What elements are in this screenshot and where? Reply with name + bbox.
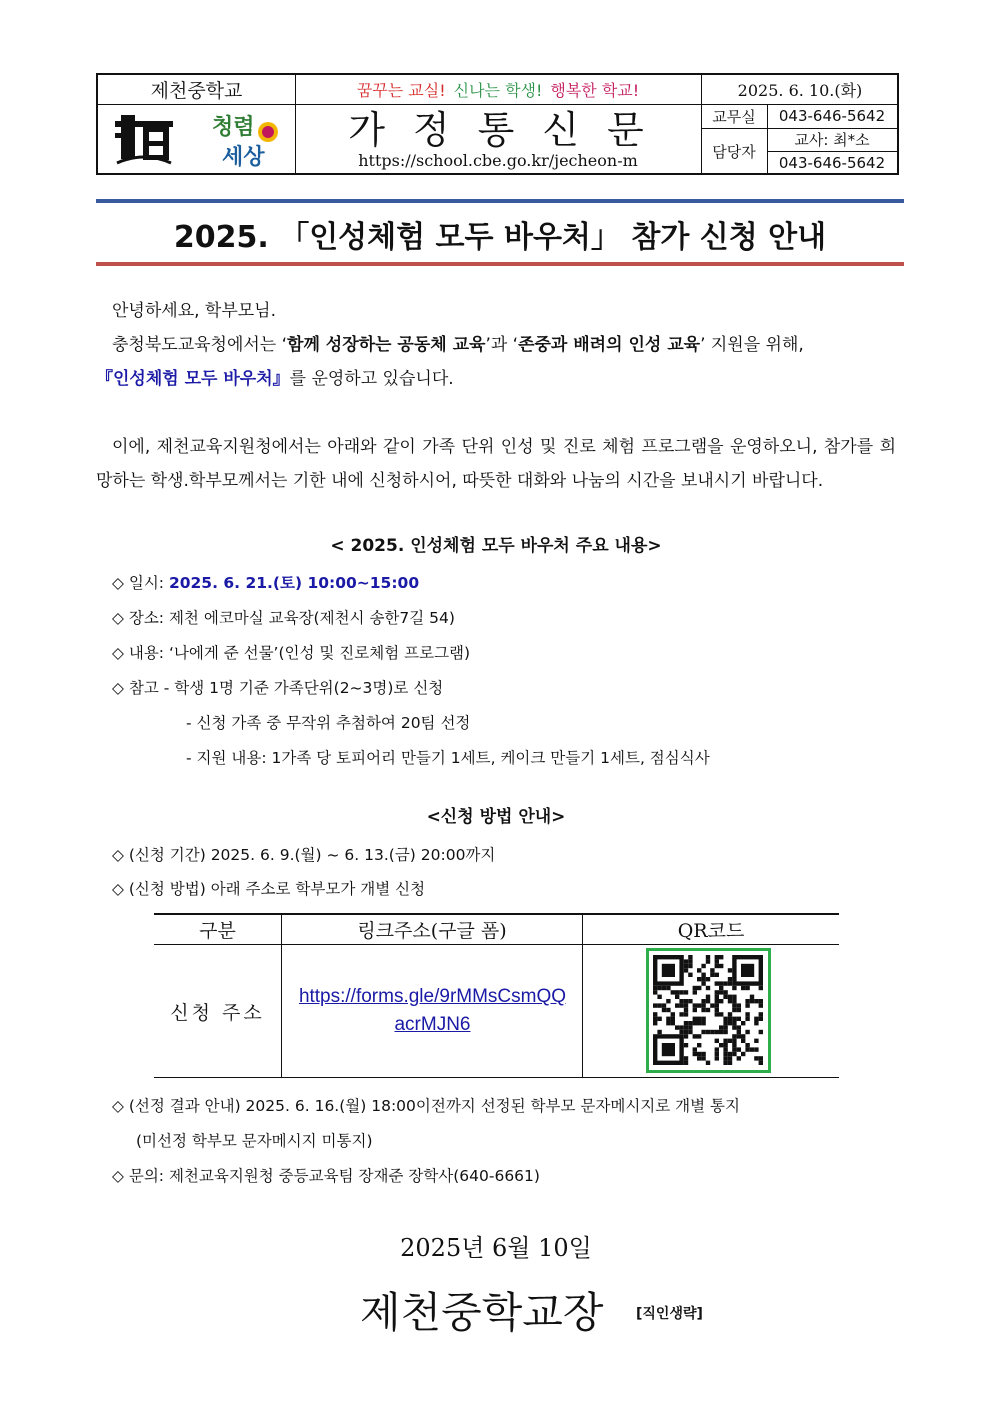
table-header-category: 구분 <box>199 919 236 942</box>
detail-note-3: - 지원 내용: 1가족 당 토피어리 만들기 1세트, 케이크 만들기 1세트, 점심식사 <box>186 749 710 767</box>
application-table <box>154 913 839 1078</box>
detail-note-1: ◇ 참고 - 학생 1명 기준 가족단위(2~3명)로 신청 <box>112 679 444 697</box>
link-line-1[interactable]: https://forms.gle/9rMMsCsmQQ <box>298 986 567 1007</box>
text-span: ’ 지원을 위해, <box>700 335 804 355</box>
contact-info: ◇ 문의: 제천교육지원청 중등교육팀 장재준 장학사(640-6661) <box>112 1167 540 1185</box>
text-span: ◇ 일시: <box>112 574 169 592</box>
page-title: 2025. 「인성체험 모두 바우처」 참가 신청 안내 <box>173 220 827 255</box>
seal-note: [직인생략] <box>636 1306 703 1322</box>
voucher-name: 『인성체험 모두 바우처』 <box>96 369 290 389</box>
text-span: 충청북도교육청에서는 ‘ <box>112 335 288 355</box>
main-heading: < 2025. 인성체험 모두 바우처 주요 내용> <box>330 536 662 556</box>
detail-content: ◇ 내용: ‘나에게 준 선물’(인성 및 진로체험 프로그램) <box>112 644 471 662</box>
method-period: ◇ (신청 기간) 2025. 6. 9.(월) ~ 6. 13.(금) 20:00까지 <box>112 846 496 864</box>
text-span: 존중과 배려의 인성 교육 <box>518 335 701 355</box>
google-form-link[interactable] <box>282 983 583 1039</box>
footer-date: 2025년 6월 10일 <box>400 1234 592 1262</box>
slogan-3: 행복한 학교! <box>550 81 640 100</box>
school-name: 제천중학교 <box>150 80 243 102</box>
method-heading: <신청 방법 안내> <box>426 807 566 827</box>
newsletter-title: 가정통신문 <box>348 107 672 152</box>
divider <box>154 1077 839 1078</box>
event-date: 2025. 6. 21.(토) 10:00~15:00 <box>168 574 420 592</box>
principal-signature: 제천중학교장 <box>360 1288 604 1337</box>
intro-paragraph-2: 이에, 제천교육지원청에서는 아래와 같이 가족 단위 인성 및 진로 체험 프로그램을 운영하오니, 참가를 희망하는 학생.학부모께서는 기한 내에 신청하시어, 따뜻한 대화와 나눔의 시간을 보내시기 바랍니다. <box>96 437 896 491</box>
result-notice: ◇ (선정 결과 안내) 2025. 6. 16.(월) 18:00이전까지 선정된 학부모 문자메시지로 개별 통지 <box>112 1097 740 1115</box>
manager-label: 담당자 <box>712 142 756 161</box>
apply-address-label: 신청 주소 <box>170 1001 265 1024</box>
greeting: 안녕하세요, 학부모님. <box>112 301 277 321</box>
link-line-2[interactable]: acrMJN6 <box>394 1014 471 1035</box>
table-header-link: 링크주소(구글 폼) <box>357 919 507 942</box>
teacher-name: 교사: 최*소 <box>794 131 870 149</box>
title-bottom-bar <box>96 262 904 266</box>
integrity-logo-icon <box>208 108 284 170</box>
detail-date <box>112 571 419 593</box>
svg-text:청렴: 청렴 <box>212 115 255 140</box>
teacher-phone: 043-646-5642 <box>778 153 886 172</box>
office-label: 교무실 <box>712 107 756 126</box>
office-phone: 043-646-5642 <box>778 107 886 125</box>
school-url: https://school.cbe.go.kr/jecheon-m <box>358 151 638 170</box>
text-span: 를 운영하고 있습니다. <box>289 369 454 389</box>
intro-paragraph-1 <box>96 328 896 396</box>
method-how: ◇ (신청 방법) 아래 주소로 학부모가 개별 신청 <box>112 880 426 898</box>
slogan-1: 꿈꾸는 교실! <box>356 81 446 100</box>
slogan-2: 신나는 학생! <box>453 81 543 100</box>
result-notice-2: (미선정 학부모 문자메시지 미통지) <box>136 1132 373 1150</box>
detail-note-2: - 신청 가족 중 무작위 추첨하여 20팀 선정 <box>186 714 471 732</box>
svg-text:세상: 세상 <box>222 145 265 170</box>
newsletter-header <box>96 73 899 175</box>
qr-code-icon[interactable] <box>646 948 771 1073</box>
text-span: ’과 ‘ <box>485 335 519 355</box>
school-emblem-icon <box>113 111 175 167</box>
title-top-bar <box>96 199 904 203</box>
detail-place: ◇ 장소: 제천 에코마실 교육장(제천시 송한7길 54) <box>112 609 455 627</box>
text-span: 함께 성장하는 공동체 교육 <box>287 335 486 355</box>
issue-date: 2025. 6. 10.(화) <box>737 81 863 100</box>
table-header-qr: QR코드 <box>677 919 745 942</box>
